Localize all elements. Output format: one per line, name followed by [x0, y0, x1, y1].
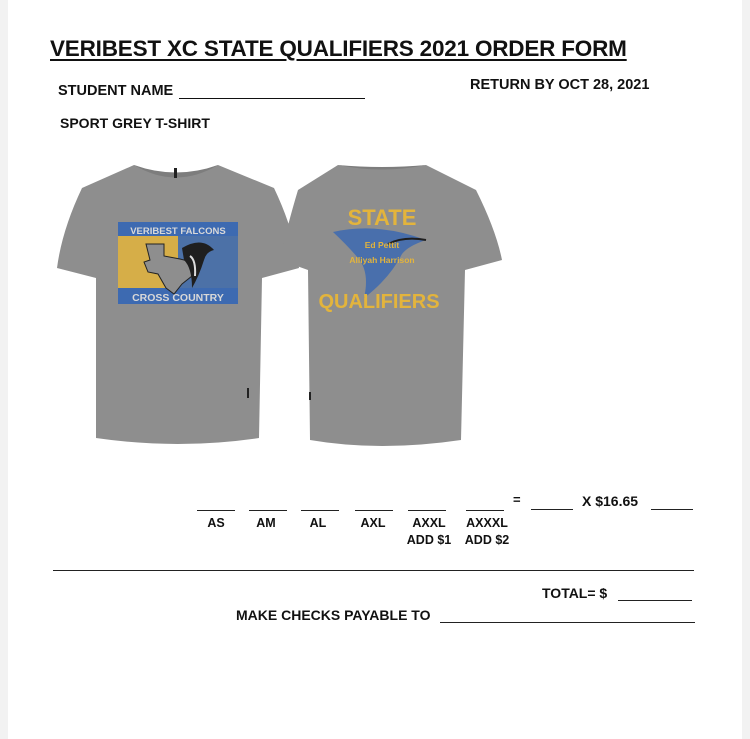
subtotal-field[interactable] — [651, 509, 693, 510]
qty-blank-al[interactable] — [301, 510, 339, 511]
equals-sign: = — [513, 492, 521, 507]
checks-payable-field[interactable] — [440, 622, 695, 623]
unit-price: X $16.65 — [582, 493, 639, 509]
qty-blank-axl[interactable] — [355, 510, 393, 511]
return-by-text: RETURN BY OCT 28, 2021 — [470, 77, 650, 93]
shirt-back-image — [278, 160, 503, 450]
total-field[interactable] — [618, 600, 692, 601]
size-label-as: AS — [207, 516, 225, 530]
shirt-front-image — [54, 160, 304, 445]
qty-blank-as[interactable] — [197, 510, 235, 511]
size-label-axl: AXL — [360, 516, 386, 530]
student-name-label: STUDENT NAME — [58, 83, 174, 99]
page-edge-left — [0, 0, 8, 739]
page-edge-right — [742, 0, 750, 739]
size-note-axxl: ADD $1 — [406, 533, 452, 547]
total-label: TOTAL= $ — [542, 585, 608, 601]
student-name-field[interactable] — [179, 98, 365, 99]
qty-blank-axxxl[interactable] — [466, 510, 504, 511]
size-label-axxxl: AXXXL ADD $2 — [461, 515, 513, 549]
size-label-al: AL — [309, 516, 327, 530]
size-label-am: AM — [256, 516, 276, 530]
section-divider — [53, 570, 694, 571]
checks-payable-label: MAKE CHECKS PAYABLE TO — [236, 607, 431, 623]
size-note-axxxl: ADD $2 — [464, 533, 510, 547]
form-title: VERIBEST XC STATE QUALIFIERS 2021 ORDER FORM — [50, 36, 627, 61]
back-name-2: Alliyah Harrison — [349, 255, 415, 265]
total-qty-field[interactable] — [531, 509, 573, 510]
product-name: SPORT GREY T-SHIRT — [60, 115, 210, 131]
back-qualifiers-text: QUALIFIERS — [318, 291, 440, 313]
front-bottom-text: CROSS COUNTRY — [132, 292, 224, 304]
shirt-front-body — [57, 165, 299, 444]
back-name-1: Ed Pettit — [364, 240, 400, 250]
qty-blank-am[interactable] — [249, 510, 287, 511]
size-label-axxl: AXXL ADD $1 — [403, 515, 455, 549]
front-top-text: VERIBEST FALCONS — [130, 226, 226, 237]
back-state-text: STATE — [347, 205, 417, 230]
qty-blank-axxl[interactable] — [408, 510, 446, 511]
